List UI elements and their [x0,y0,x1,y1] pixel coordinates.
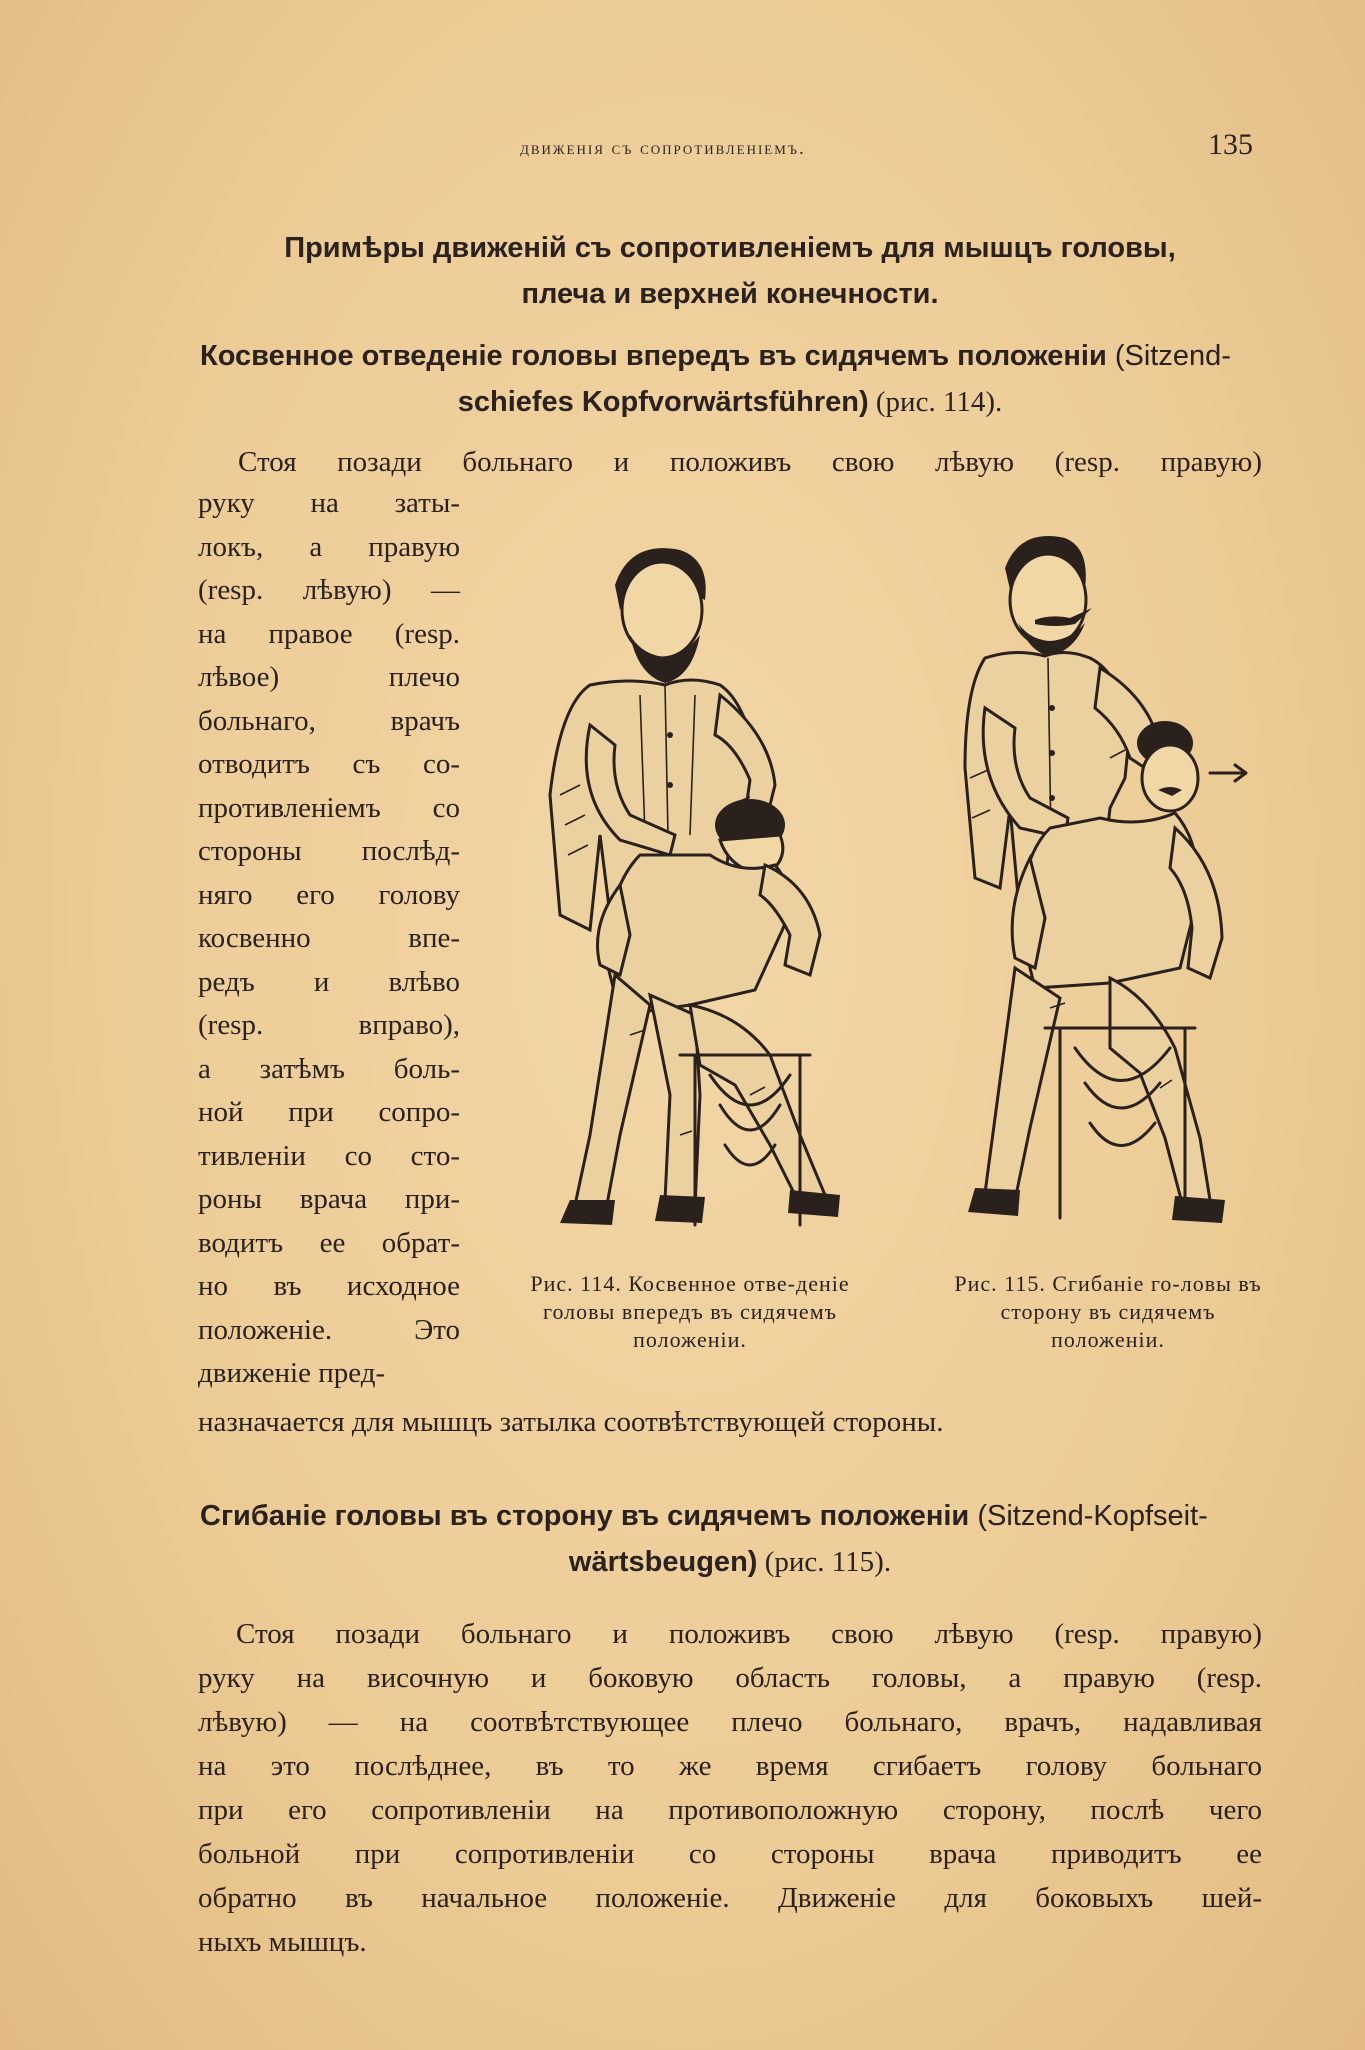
figure-115-illustration [960,528,1260,1263]
exercise2-heading-latin2: wärtsbeugen) [568,1546,758,1578]
exercise2-heading-line1 [200,1500,1208,1532]
section-title-line2: плеча и верхней конечности. [521,278,939,310]
text-line: тивленіи со сто- [198,1139,460,1172]
text-line: руку на височную и боковую область головы, а правую (resp. [198,1662,1262,1694]
section-title [200,225,1260,317]
text-line: Стоя позади больнаго и положивъ свою лѣвую (resp. правую) [236,1618,1262,1650]
exercise1-first-line: Стоя позади больнаго и положивъ свою лѣвую (resp. правую) [238,446,1262,478]
exercise1-heading-line1 [200,340,1231,372]
page-number: 135 [1208,128,1253,161]
section-title-line1: Примѣры движеній съ сопротивленіемъ для мышцъ головы, [284,232,1176,264]
text-line: (resp. лѣвую) — [198,574,460,606]
text-line: движеніе пред- [198,1357,386,1389]
exercise1-heading [200,333,1260,425]
running-head: движенія съ сопротивленіемъ. [520,138,806,159]
text-line: положеніе. Это [198,1313,460,1346]
exercise2-heading-line2 [200,1539,1260,1585]
exercise2-heading-bold: Сгибаніе головы въ сторону въ сидячемъ положеніи [200,1500,970,1532]
text-line: отводитъ съ со- [198,748,460,780]
text-line: (resp. вправо), [198,1009,460,1041]
text-line: лѣвое) плечо [198,661,460,693]
text-line: больной при сопротивленіи со стороны врача приводитъ ее [198,1838,1262,1870]
text-line: на правое (resp. [198,617,460,650]
text-line: ныхъ мышцъ. [198,1926,367,1958]
text-line: роны врача при- [198,1183,460,1215]
text-line: локъ, а правую [198,530,460,563]
text-line: на это послѣднее, въ то же время сгибаетъ голову больнаго [198,1750,1262,1782]
text-line: стороны послѣд- [198,835,460,867]
exercise1-heading-latin2: schiefes Kopfvorwärtsführen) [457,386,869,418]
text-line: лѣвую) — на соотвѣтствующее плечо больнаго, врачъ, надавливая [198,1706,1262,1738]
exercise2-heading [200,1493,1260,1585]
text-line: косвенно впе- [198,922,460,954]
text-line: ной при сопро- [198,1096,460,1128]
text-line: обратно въ начальное положеніе. Движеніе для боковыхъ шей- [198,1882,1262,1914]
exercise1-narrow-column [198,482,460,1396]
text-line: руку на заты- [198,487,460,519]
text-line: больнаго, врачъ [198,704,460,737]
figure-114-illustration [520,535,860,1265]
exercise1-heading-latin: (Sitzend- [1106,340,1231,372]
exercise2-paragraph [198,1612,1262,1964]
figure-115-caption: Рис. 115. Сгибаніе го-ловы въ сторону въ сидячемъ положеніи. [954,1271,1262,1352]
text-line: а затѣмъ боль- [198,1052,460,1085]
exercise2-heading-latin: (Sitzend-Kopfseit- [969,1500,1208,1532]
text-line: при его сопротивленіи на противоположную сторону, послѣ чего [198,1794,1262,1826]
exercise1-last-line: назначается для мышцъ затылка соотвѣтствующей стороны. [198,1406,944,1438]
exercise1-heading-bold: Косвенное отведеніе головы впередъ въ сидячемъ положеніи [200,340,1107,372]
text-line: но въ исходное [198,1270,460,1302]
text-line: няго его голову [198,878,460,911]
figure-114-caption: Рис. 114. Косвенное отве-деніе головы впередъ въ сидячемъ положеніи. [530,1271,850,1352]
text-line: редъ и влѣво [198,965,460,998]
text-line: противленіемъ со [198,791,460,824]
exercise1-heading-line2 [200,379,1260,425]
text-line: водитъ ее обрат- [198,1226,460,1259]
exercise1-figure-ref: (рис. 114). [868,386,1003,418]
exercise2-figure-ref: (рис. 115). [757,1546,892,1578]
